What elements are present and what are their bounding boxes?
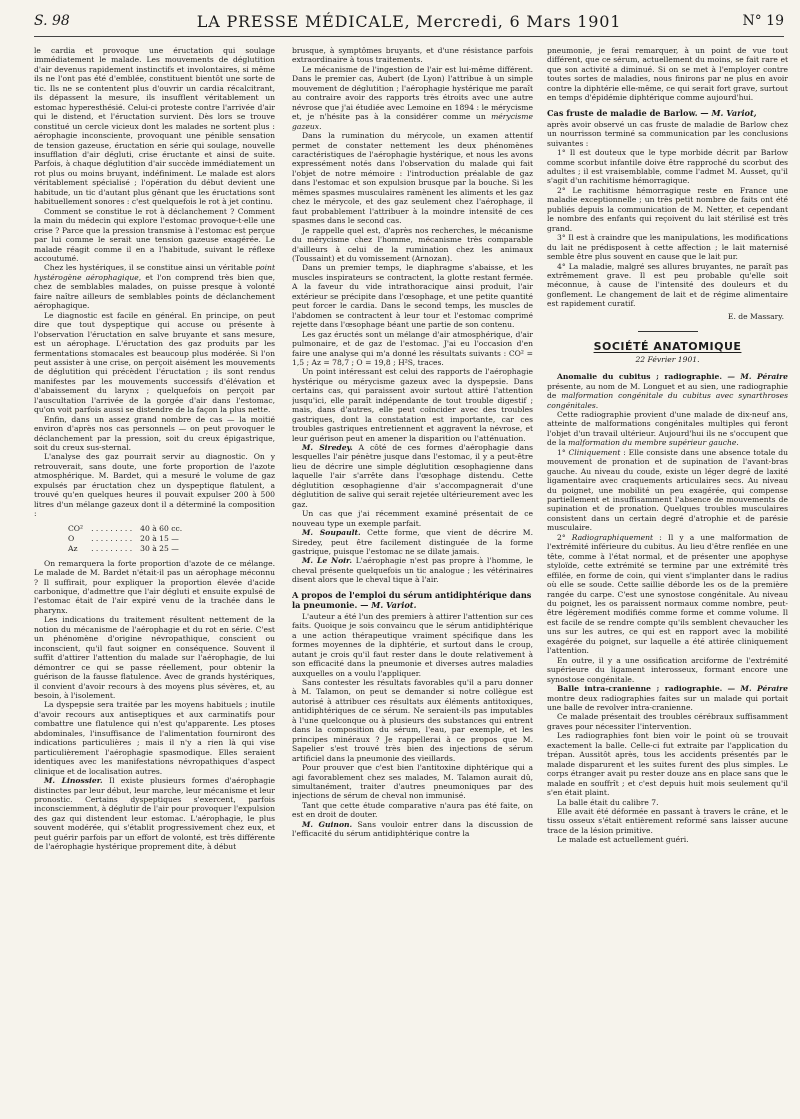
paragraph: On remarquera la forte proportion d'azote de ce mélange. Le malade de M. Bardet n'était-il pas un aérophage méconnu ? Il suffirait, pour expliquer la proportion élevée d'acide carbonique, d'admettre que l'air dégluti et ensuite expulsé de l'estomac était de l'air expiré venu de la trachée dans le pharynx. [34,558,275,615]
paragraph: Pour prouver que c'est bien l'antitoxine diphtérique qui a agi favorablement chez ses malades, M. Talamon aurait dû, simultanément, traiter d'autres pneumoniques par des injections de sérum de cheval non immunisé. [292,763,533,801]
paragraph [292,65,533,131]
heading-author: — M. Variot. [360,599,417,610]
paragraph: L'auteur a été l'un des premiers à attirer l'attention sur ces faits. Quoique je sois convaincu que le sérum antidiphtérique a une action thérapeutique vraiment spécifique dans les formes moyennes de la diphtérie, et surtout dans le croup, autant je crois qu'il faut rester dans le doute relativement à son efficacité dans la pneumonie et diverses autres maladies auxquelles on a voulu l'appliquer. [292,611,533,678]
text-run: L'aérophagie n'est pas propre à l'homme, le cheval présente quelquefois un tic analogue ; les vétérinaires disent alors que le cheval tique à l'air. [292,556,533,585]
paragraph: brusque, à symptômes bruyants, et d'une résistance parfois extraordinaire à tous traitements. [292,46,533,65]
paragraph: Un point intéressant est celui des rapports de l'aérophagie hystérique ou mérycisme gazeux avec la dyspepsie. Dans certains cas, qui paraissent avoir surtout attiré l'attention jusqu'ici, elle paraît indépendante de tout trouble digestif ; mais, dans d'autres, elle peut coïncider avec des troubles gastriques, dont la constatation est importante, car ces troubles gastriques entretiennent et aggravent la névrose, et leur guérison peut en amener la disparition ou l'atténuation. [292,367,533,443]
speaker-name: M. Guinon. [302,819,353,829]
paragraph: Les radiographies font bien voir le point où se trouvait exactement la balle. Celle-ci fut extraite par l'application du trépan. Aussitôt après, tous les accidents présentés par le malade disparurent et les suites furent des plus simples. Le corps étranger avait pu rester douze ans en place sans que le malade en souffrît ; et c'est depuis huit mois seulement qu'il s'en était plaint. [547,731,788,798]
text-run: , et l'on comprend très bien que, chez de semblables malades, on puisse presque à volonté faire naître ailleurs de semblables points de déclanchement aérophagique. [34,272,275,311]
gas-label: CO² [68,523,84,533]
journal-title: LA PRESSE MÉDICALE, Mercredi, 6 Mars 1901 [196,11,622,31]
italic-term: malformation congénitale du cubitus avec synarthroses congénitales [547,391,788,410]
paragraph: pneumonie, je ferai remarquer, à un point de vue tout différent, que ce sérum, actuellement du moins, se fait rare et que son activité a diminué. Si on se met à l'employer contre toutes sortes de maladies, nous finirons par ne plus en avoir contre la diphtérie elle-même, ce qui serait fort grave, surtout en temps d'épidémie diphtérique comme aujourd'hui. [547,46,788,103]
paragraph [34,263,275,310]
text-run: : Il y a une malformation de l'extrémité inférieure du cubitus. Au lieu d'être renflée en une tête, comme à l'état normal, et de présenter une apophyse styloïde, cette extrémité se termine par une extrémité très effilée, en forme de coin, qui vient s'implanter dans le radius où elle se soude. Cette saillie déborde les os de la première rangée du carpe. C'est une synostose congénitale. Au niveau du poignet, les os paraissent normaux comme nombre, peut-être légèrement modifiés comme forme et comme volume. Il est facile de se rendre compte qu'ils semblent chevaucher les uns sur les autres, ce qui est en rapport avec la mobilité exagérée du poignet, sur laquelle a été attirée cliniquement l'attention. [547,532,788,656]
gas-composition-table [64,524,275,554]
paragraph: Le malade est actuellement guéri. [557,835,689,845]
paragraph: 3° Il est à craindre que les manipulations, les modifications du lait ne prédisposent à cette affection ; le lait maternisé semble être plus souvent en cause que le lait pur. [547,233,788,262]
paragraph: Enfin, dans un assez grand nombre de cas — la moitié environ d'après nos cas personnels — on peut provoquer le déclanchement par la pression, soit du creux épigastrique, soit du creux sus-sternal. [34,414,275,453]
gas-label: Az [68,543,78,553]
text-run: 2° [557,532,572,542]
table-row [64,524,186,534]
text-run: Cette radiographie provient d'une malade de dix-neuf ans, atteinte de malformations congénitales multiples qui feront l'objet d'un travail ultérieur. Aujourd'hui ils ne s'occupent que de la [547,409,788,448]
page-number: S. 98 [34,13,70,29]
paragraph [34,776,275,852]
italic-term: mérycisme gazeux [292,112,533,131]
paragraph: En outre, il y a une ossification arciforme de l'extrémité supérieure du ligament interosseux, formant encore une synostose congénitale. [547,655,788,684]
column-1 [34,46,275,1114]
text-run: 1° [557,447,569,457]
text-run: . [319,121,322,131]
paragraph: Elle avait été déformée en passant à travers le crâne, et le tissu osseux s'était entièrement reformé sans laisser aucune trace de la lésion primitive. [547,806,788,835]
text-run: montre deux radiographies faites sur un malade qui portait une balle de revolver intra-cranienne. [547,693,788,712]
heading-author: — M. Péraire [727,372,788,382]
text-run: Chez les hystériques, il se constitue ainsi un véritable [44,263,256,273]
leader: . . . . . . . . . [91,523,133,533]
text-run: Le mécanisme de l'ingestion de l'air est lui-même différent. Dans le premier cas, Aubert (de Lyon) l'attribue à un simple mouvement de déglutition ; l'aérophagie hystérique me paraît au contraire avoir des rapports très étroits avec une autre névrose que j'ai étudiée avec Lemoine en 1894 : le mérycisme et, je n'hésite pas à la considérer comme un [292,64,533,122]
paragraph [547,684,788,712]
paragraph: Dans la rumination du mérycole, un examen attentif permet de constater nettement les deux phénomènes caractéristiques de l'aérophagie hystérique, et nous les avons expressément notés dans l'observation du malade qui fait l'objet de notre mémoire : l'introduction préalable de gaz dans l'estomac et son expulsion brusque par la bouche. Si les mêmes spasmes musculaires ramènent les aliments et les gaz chez le mérycole, et des gaz seulement chez l'aérophage, il faut probablement l'attribuer à la moindre intensité de ces spasmes dans le second cas. [292,131,533,226]
heading-title: Cas fruste de maladie de Barlow. [547,107,698,118]
italic-term: malformation du membre supérieur gauche [568,438,737,448]
text-run: Cette forme, que vient de décrire M. Siredey, peut être facilement distinguée de la forme gastrique, puisque l'estomac ne se dilate jamais. [292,528,533,557]
paragraph: Les gaz éructés sont un mélange d'air atmosphérique, d'air pulmonaire, et de gaz de l'estomac. J'ai eu l'occasion d'en faire une analyse qui m'a donné les résultats suivants : CO² = 1,5 ; Az = 78,7 ; O = 19,8 ; H²S, traces. [292,329,533,367]
section-heading [292,590,533,610]
paragraph [547,533,788,656]
text-run: A côté de ces formes d'aérophagie dans lesquelles l'air pénètre jusque dans l'estomac, il y a peut-être lieu de décrire une simple déglutition œsophagienne dans laquelle l'air s'arrête dans l'œsophage distendu. Cette déglutition œsophagienne d'air s'accompagnerait d'une déglutition de salive qui serait rejetée ultérieurement avec les gaz. [292,443,533,509]
paragraph: Un cas que j'ai récemment examiné présentait de ce nouveau type un exemple parfait. [292,509,533,528]
society-heading: SOCIÉTÉ ANATOMIQUE [593,340,742,354]
section-divider [638,331,698,332]
paragraph: Sans contester les résultats favorables qu'il a paru donner à M. Talamon, on peut se demander si notre collègue est autorisé à attribuer ces résultats aux éléments antitoxiques, antidiphtériques de ce sérum. Ne seraient-ils pas imputables à l'une quelconque ou à plusieurs des substances qui entrent dans la composition du sérum, l'eau, par exemple, et les principes minéraux ? Je rappellerai à ce propos que M. Sapelier s'est trouvé très bien des injections de sérum artificiel dans la pneumonie des vieillards. [292,678,533,763]
paragraph: Tant que cette étude comparative n'aura pas été faite, on est en droit de douter. [292,800,533,820]
paragraph: le cardia et provoque une éructation qui soulage immédiatement le malade. Les mouvements de déglutition d'air devenus rapidement instinctifs et involontaires, si même ils ne l'ont pas été d'emblée, constituent bientôt une sorte de tic. Ils ne se contentent plus d'ouvrir un cardia récalcitrant, ils dépassent la mesure, ils insufflent véritablement un estomac hyperesthésié. Celui-ci proteste contre l'arrivée d'air qui le distend, et l'éructation survient. Dès lors se trouve constitué un cercle vicieux dont les malades ne sortent plus : aérophagie inconsciente, provoquant une pénible sensation de tension gazeuse, éructation en série qui soulage, nouvelle insufflation d'air dégluti, crise éructante et ainsi de suite. Parfois, à chaque déglutition d'air succède immédiatement un rot plus ou moins bruyant, indéfiniment. Le malade est alors véritablement spécialisé ; l'opération du début devient une habitude, un tic d'autant plus gênant que les éructations sont habituellement sonores : c'est quelquefois le rot à jet continu. [34,46,275,207]
paragraph: 1° Il est douteux que le type morbide décrit par Barlow comme scorbut infantile doive être rapproché du scorbut des adultes ; il est vraisemblable, comme l'admet M. Ausset, qu'il s'agit d'un rachitisme hémorragique. [547,148,788,186]
gas-value: 30 à 25 — [140,543,179,553]
section-heading [547,108,788,118]
text-run: Sans vouloir entrer dans la discussion de l'efficacité du sérum antidiphtérique contre la [292,819,533,839]
page-header [34,6,784,37]
paragraph [547,372,788,410]
paragraph: après avoir observé un cas fruste de maladie de Barlow chez un nourrisson terminé sa communication par les conclusions suivantes : [547,119,788,148]
leader: . . . . . . . . . [91,543,133,553]
paragraph [292,443,533,509]
heading-author: — M. Variot, [700,107,757,118]
paragraph: 4° La maladie, malgré ses allures bruyantes, ne paraît pas extrêmement grave. Il est peu probable qu'elle soit méconnue, à cause de l'intensité des douleurs et du gonflement. Le changement de lait et de régime alimentaire est rapidement curatif. [547,261,788,309]
table-row [64,544,186,554]
paragraph: Le diagnostic est facile en général. En principe, on peut dire que tout dyspeptique qui accuse ou présente à l'observation l'éructation en salve bruyante et sans mesure, est un aérophage. L'éructation des gaz produits par les fermentations stomacales est beaucoup plus modérée. Si l'on peut assister à une crise, on perçoit aisément les mouvements de déglutition qui précèdent l'éructation ; ils sont rendus manifestes par les mouvements successifs d'élévation et d'abaissement du larynx ; quelquefois on perçoit par l'auscultation l'arrivée de la gorgée d'air dans l'estomac, qu'on voit parfois aussi se distendre de la façon la plus nette. [34,310,275,415]
gas-value: 40 à 60 cc. [140,523,183,533]
column-3 [547,46,788,1114]
heading-author: — M. Péraire [727,684,788,694]
italic-term: Radiographiquement [571,532,654,542]
italic-term: point hystérogène aérophagique [34,263,275,282]
paragraph: La balle était du calibre 7. [557,797,659,807]
text-run: Il existe plusieurs formes d'aérophagie distinctes par leur début, leur marche, leur mécanisme et leur pronostic. Certains dyspeptiques s'exercent, parfois inconsciemment, à déglutir de l'air pour provoquer l'expulsion des gaz qui distendent leur estomac. L'aérophagie, le plus souvent modérée, qui s'établit progressivement chez eux, et peut guérir parfois par un effort de volonté, est très différente de l'aérophagie hystérique proprement dite, à début [34,776,275,852]
table-row [64,534,186,544]
speaker-name: M. Linossier. [44,776,103,786]
text-run: : Elle consiste dans une absence totale du mouvement de pronation et de supination de l'avant-bras gauche. Au niveau du coude, existe un léger degré de laxité ligamentaire avec craquements articulaires secs. Au niveau du poignet, une mobilité un peu exagérée, qui compense partiellement et insuffisamment l'absence de mouvements de supination et de pronation. Quelques troubles musculaires consistent dans un certain degré d'atrophie et de parésie musculaire. [547,447,788,533]
society-date: 22 Février 1901. [635,354,700,364]
paragraph: La dyspepsie sera traitée par les moyens habituels ; inutile d'avoir recours aux antiseptiques et aux carminatifs pour combattre une flatulence qui n'est qu'apparente. Les ptoses abdominales, l'insuffisance de l'alimentation fourniront des indications particulières ; mais il n'y a rien là qui vise particulièrement l'aérophagie spasmodique. Elles seraient identiques avec les manifestations névropathiques d'aspect clinique et de localisation autres. [34,700,275,776]
heading-title: Balle intra-cranienne ; radiographie. [557,684,723,694]
leader: . . . . . . . . . [91,533,133,543]
paragraph [547,410,788,448]
paragraph [547,448,788,533]
paragraph [292,820,533,839]
italic-term: Cliniquement [568,447,621,457]
author-signature: E. de Massary. [727,311,784,321]
speaker-name: M. Soupault. [302,528,361,538]
paragraph: Ce malade présentait des troubles cérébraux suffisamment graves pour nécessiter l'intervention. [547,712,788,731]
paragraph: Comment se constitue le rot à déclanchement ? Comment la main du médecin qui explore l'estomac provoque-t-elle une crise ? Parce que la pression transmise à l'estomac est perçue par lui comme le serait une tension gazeuse exagérée. Le malade réagit comme il en a l'habitude, suivant le réflexe accoutumé. [34,206,275,263]
heading-title: A propos de l'emploi du sérum antidiphtérique dans la pneumonie. [292,589,532,610]
paragraph [292,528,533,556]
paragraph: Dans un premier temps, le diaphragme s'abaisse, et les muscles inspirateurs se contractent, la glotte restant fermée. A la faveur du vide intrathoracique ainsi produit, l'air extérieur se précipite dans l'œsophage, et une petite quantité peut forcer le cardia. Dans le second temps, les muscles de l'abdomen se contractent à leur tour et l'estomac comprimé rejette dans l'œsophage béant une partie de son contenu. [292,263,533,330]
paragraph: Je rappelle quel est, d'après nos recherches, le mécanisme du mérycisme chez l'homme, mécanisme très comparable d'ailleurs à celui de la rumination chez les animaux (Toussaint) et du vomissement (Arnozan). [292,225,533,263]
paragraph [292,556,533,584]
column-2 [292,46,533,1114]
gas-value: 20 à 15 — [140,533,179,543]
speaker-name: M. Siredey. [302,443,353,453]
text-run: présente, au nom de M. Longuet et au sien, une radiographie de [547,381,788,401]
issue-number: N° 19 [742,13,784,29]
text-run: . [736,438,739,448]
speaker-name: M. Le Noir. [302,556,352,566]
text-run: . [595,400,599,410]
paragraph: 2° Le rachitisme hémorragique reste en France une maladie exceptionnelle ; un très petit nombre de faits ont été publiés depuis la communication de M. Netter, et cependant le nombre des enfants qui reçoivent du lait stérilisé est très grand. [547,185,788,233]
paragraph: Les indications du traitement résultent nettement de la notion du mécanisme de l'aérophagie et du rot en série. C'est un phénomène d'origine névropathique, conscient ou inconscient, qu'il faut soigner en conséquence. Souvent il suffit d'attirer l'attention du malade sur l'aérophagie, de lui démontrer ce qui se passe réellement, pour obtenir la guérison de la fausse flatulence. Avec de grands hystériques, il convient d'avoir recours à des moyens plus sévères, et, au besoin, à l'isolement. [34,615,275,700]
heading-title: Anomalie du cubitus ; radiographie. [557,372,723,382]
gas-label: O [68,533,75,543]
paragraph: L'analyse des gaz pourrait servir au diagnostic. On y retrouverait, sans doute, une forte proportion de l'azote atmosphérique. M. Bardet, qui a mesuré le volume de gaz expulsés par éructation chez un dyspeptique flatulent, a trouvé qu'en quelques heures il pouvait expulser 200 à 500 litres d'un mélange gazeux dont il a déterminé la composition : [34,452,275,519]
